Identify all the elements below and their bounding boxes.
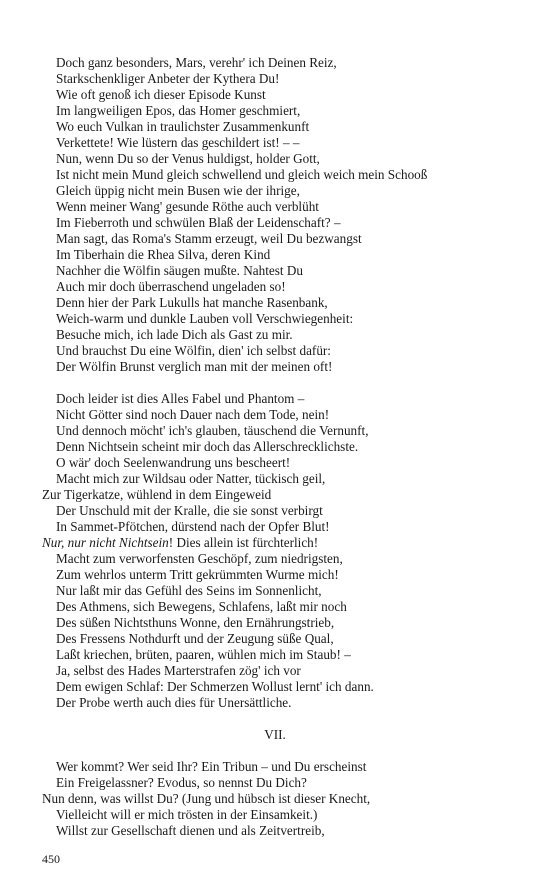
verse-line: Nun denn, was willst Du? (Jung und hübsch ist dieser Knecht, <box>42 791 371 806</box>
verse-line: Ein Freigelassner? Evodus, so nennst Du Dich? <box>56 775 307 790</box>
verse-line: Ja, selbst des Hades Marterstrafen zög' ich vor <box>56 663 301 678</box>
verse-line: Gleich üppig nicht mein Busen wie der ihrige, <box>56 183 300 198</box>
verse-line: Der Wölfin Brunst verglich man mit der meinen oft! <box>56 359 333 374</box>
verse-line: Wer kommt? Wer seid Ihr? Ein Tribun – und Du erscheinst <box>56 759 367 774</box>
verse-line: Im langweiligen Epos, das Homer geschmiert, <box>56 103 301 118</box>
verse-line: Wo euch Vulkan in traulichster Zusammenkunft <box>56 119 310 134</box>
verse-line: Im Tiberhain die Rhea Silva, deren Kind <box>56 247 271 262</box>
verse-line: Auch mir doch überraschend ungeladen so! <box>56 279 286 294</box>
verse-line: Der Unschuld mit der Kralle, die sie sonst verbirgt <box>56 503 323 518</box>
verse-line: Nachher die Wölfin säugen mußte. Nahtest Du <box>56 263 303 278</box>
verse-line: Im Fieberroth und schwülen Blaß der Leidenschaft? – <box>56 215 341 230</box>
verse-line-rest: ! Dies allein ist fürchterlich! <box>168 535 319 550</box>
verse-line: Zum wehrlos unterm Tritt gekrümmten Wurme mich! <box>56 567 339 582</box>
verse-line: In Sammet-Pfötchen, dürstend nach der Opfer Blut! <box>56 519 330 534</box>
verse-line: Vielleicht will er mich trösten in der Einsamkeit.) <box>56 807 318 822</box>
verse-line: Man sagt, das Roma's Stamm erzeugt, weil Du bezwangst <box>56 231 362 246</box>
verse-line: Des Athmens, sich Bewegens, Schlafens, laßt mir noch <box>56 599 347 614</box>
verse-line: Und dennoch möcht' ich's glauben, täuschend die Vernunft, <box>56 423 369 438</box>
verse-line: Zur Tigerkatze, wühlend in dem Eingeweid <box>42 487 272 502</box>
emphasized-phrase: Nur, nur nicht Nichtsein <box>42 535 169 550</box>
verse-line: Wie oft genoß ich dieser Episode Kunst <box>56 87 266 102</box>
verse-line: Willst zur Gesellschaft dienen und als Zeitvertreib, <box>56 823 325 838</box>
verse-line: Wenn meiner Wang' gesunde Röthe auch verblüht <box>56 199 319 214</box>
verse-line: Des Fressens Nothdurft und der Zeugung süße Qual, <box>56 631 334 646</box>
verse-line: Verkettete! Wie lüstern das geschildert ist! – – <box>56 135 300 150</box>
verse-line: Doch leider ist dies Alles Fabel und Phantom – <box>56 391 305 406</box>
page-number: 450 <box>42 852 60 866</box>
verse-line: Nicht Götter sind noch Dauer nach dem Tode, nein! <box>56 407 330 422</box>
verse-line: Ist nicht mein Mund gleich schwellend und gleich weich mein Schooß <box>56 167 428 182</box>
verse-line: Der Probe werth auch dies für Unersättliche. <box>56 695 292 710</box>
verse-line <box>42 535 318 551</box>
verse-line: Nur laßt mir das Gefühl des Seins im Sonnenlicht, <box>56 583 322 598</box>
verse-line: Laßt kriechen, brüten, paaren, wühlen mich im Staub! – <box>56 647 351 662</box>
verse-line: Nun, wenn Du so der Venus huldigst, holder Gott, <box>56 151 320 166</box>
verse-line: Doch ganz besonders, Mars, verehr' ich Deinen Reiz, <box>56 55 337 70</box>
verse-line: Des süßen Nichtsthuns Wonne, den Ernährungstrieb, <box>56 615 335 630</box>
verse-line: Dem ewigen Schlaf: Der Schmerzen Wollust lernt' ich dann. <box>56 679 374 694</box>
verse-line: O wär' doch Seelenwandrung uns bescheert! <box>56 455 291 470</box>
section-heading: VII. <box>264 727 286 742</box>
verse-line: Weich-warm und dunkle Lauben voll Verschwiegenheit: <box>56 311 354 326</box>
verse-line: Denn hier der Park Lukulls hat manche Rasenbank, <box>56 295 328 310</box>
verse-line: Denn Nichtsein scheint mir doch das Allerschrecklichste. <box>56 439 359 454</box>
verse-line: Starkschenkliger Anbeter der Kythera Du! <box>56 71 280 86</box>
verse-line: Macht mich zur Wildsau oder Natter, tückisch geil, <box>56 471 326 486</box>
verse-line: Macht zum verworfensten Geschöpf, zum niedrigsten, <box>56 551 343 566</box>
verse-line: Und brauchst Du eine Wölfin, dien' ich selbst dafür: <box>56 343 331 358</box>
verse-line: Besuche mich, ich lade Dich als Gast zu mir. <box>56 327 293 342</box>
